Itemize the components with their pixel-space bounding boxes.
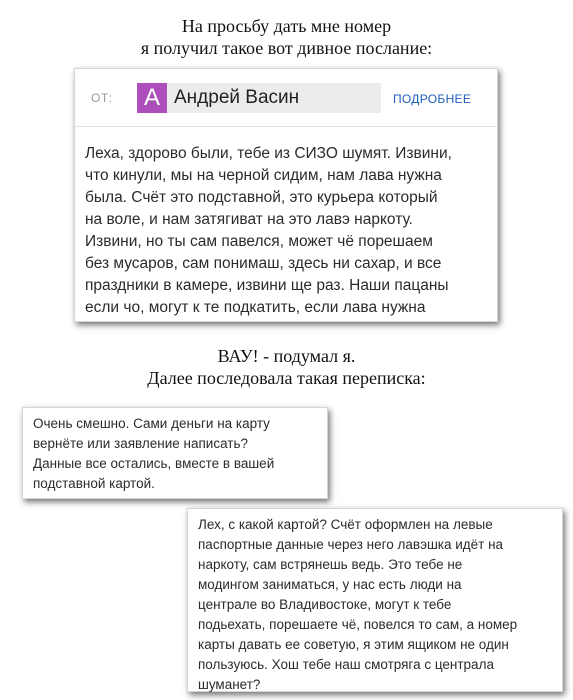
intro-caption-line-2: я получил такое вот дивное послание: [140,38,433,58]
from-label: ОТ: [91,91,113,105]
transition-caption-line-2: Далее последовала такая переписка: [147,368,426,388]
sender-avatar: А [137,83,167,113]
details-link[interactable]: ПОДРОБНЕЕ [393,92,472,106]
email-card [74,68,498,322]
message-card-reply [22,407,328,499]
intro-caption-line-1: На просьбу дать мне номер [181,16,392,36]
message-text: Лех, с какой картой? Счёт оформлен на левые паспортные данные через него лавэшка идёт на наркоту, сам встрянешь ведь. Это тебе не модингом заниматься, у нас есть люди на централе во Владивостоке, могут к тебе подьехать, порешаете чё, повелся то сам, а номер карты давать ее советую, я этим ящиком не один пользуюсь. Хош тебе наш смотряга с централа шуманет? [198,517,518,692]
sender-chip[interactable] [137,83,381,113]
email-header [75,69,497,127]
message-card-response [187,508,563,692]
email-body: Леха, здорово были, тебе из СИЗО шумят. Извини, что кинули, мы на черной сидим, нам лава нужна была. Счёт это подставной, это курьера который на воле, и нам затягиват на это лавэ наркоту. Извини, но ты сам павелся, может чё порешаем без мусаров, сам понимаш, здесь ни сахар, и все праздники в камере, извини ще раз. Наши пацаны если чо, могут к те подкатить, если лава нужна [85,145,452,316]
transition-caption-line-1: ВАУ! - подумал я. [217,346,356,366]
intro-caption [0,15,573,59]
message-text: Очень смешно. Сами деньги на карту вернёте или заявление написать? Данные все остались, вместе в вашей подставной картой. [33,416,275,491]
transition-caption [0,345,573,389]
sender-name: Андрей Васин [174,87,300,108]
